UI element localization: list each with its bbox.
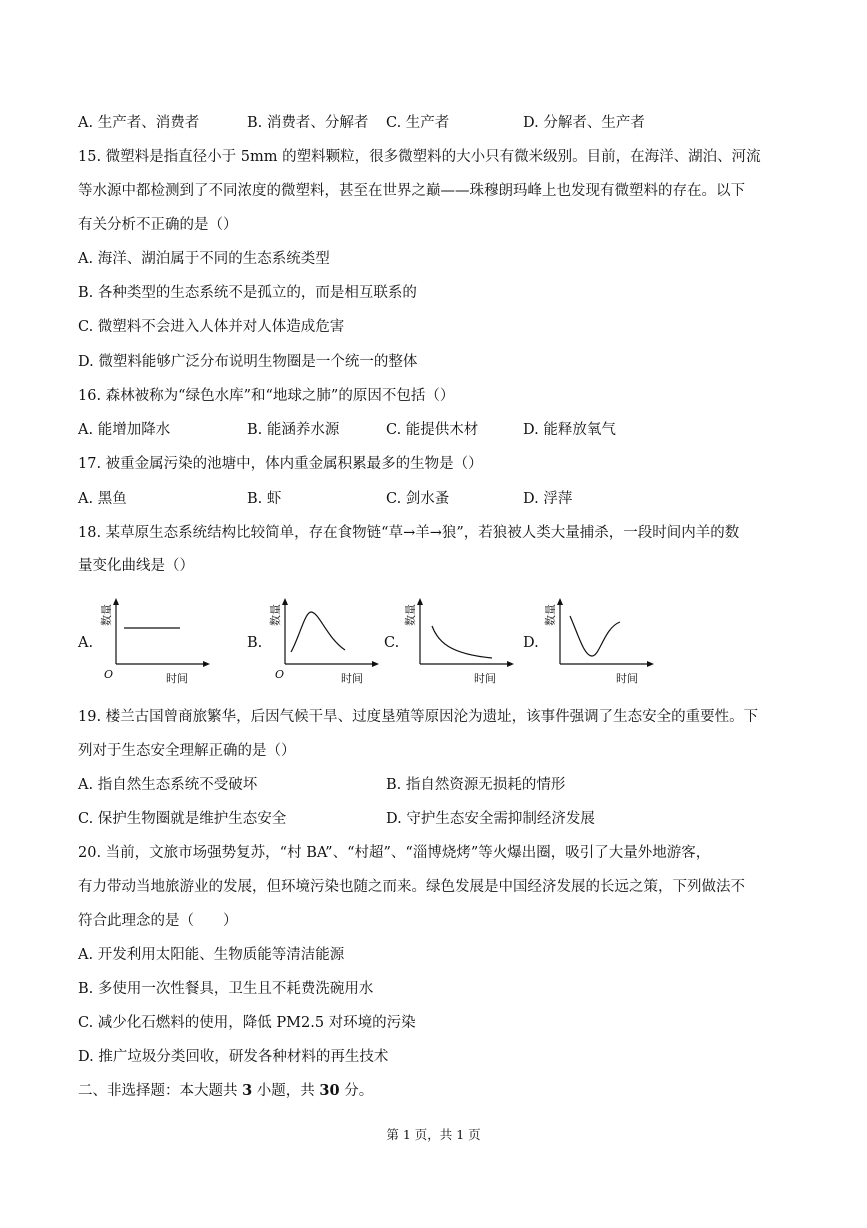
q18-graph-d-ylabel: 数量 <box>544 604 557 626</box>
q18-graph-b-xlabel: 时间 <box>341 672 363 685</box>
q18-graph-a <box>96 598 216 686</box>
q16-option-d: D. 能释放氧气 <box>523 422 616 438</box>
q15-option-d: D. 微塑料能够广泛分布说明生物圈是一个统一的整体 <box>78 354 418 370</box>
q17-stem: 17. 被重金属污染的池塘中，体内重金属积累最多的生物是（） <box>78 456 483 472</box>
q20-option-c: C. 减少化石燃料的使用，降低 PM2.5 对环境的污染 <box>78 1015 416 1031</box>
section-2-heading <box>78 1081 373 1101</box>
q15-option-b: B. 各种类型的生态系统不是孤立的，而是相互联系的 <box>78 285 417 301</box>
q15-option-a: A. 海洋、湖泊属于不同的生态系统类型 <box>78 251 330 267</box>
q20-stem-line-1: 20. 当前，文旅市场强势复苏，“村 BA”、“村超”、“淄博烧烤”等火爆出圈，吸引了大量外地游客， <box>78 845 711 861</box>
q19-option-d: D. 守护生态安全需抑制经济发展 <box>386 811 595 827</box>
q15-option-c: C. 微塑料不会进入人体并对人体造成危害 <box>78 319 345 335</box>
q18-graph-d-xlabel: 时间 <box>616 672 638 685</box>
q19-stem-line-2: 列对于生态安全理解正确的是（） <box>78 743 296 759</box>
q18-graph-b <box>265 598 385 686</box>
section-2-middle: 小题，共 <box>252 1083 320 1099</box>
q14-option-c: C. 生产者 <box>386 115 450 131</box>
q18-graph-d-label: D. <box>523 635 539 651</box>
q17-option-d: D. 浮萍 <box>523 491 573 507</box>
q18-graph-a-origin: O <box>104 668 114 681</box>
q17-option-a: A. 黑鱼 <box>78 491 127 507</box>
q17-option-b: B. 虾 <box>247 491 282 507</box>
q14-option-a: A. 生产者、消费者 <box>78 115 200 131</box>
section-2-suffix: 分。 <box>339 1083 374 1099</box>
q19-stem-line-1: 19. 楼兰古国曾商旅繁华，后因气候干旱、过度垦殖等原因沦为遗址，该事件强调了生态安全的重要性。下 <box>78 709 759 725</box>
q15-stem-line-2: 等水源中都检测到了不同浓度的微塑料，甚至在世界之巅——珠穆朗玛峰上也发现有微塑料的存在。以下 <box>78 183 745 199</box>
q16-option-c: C. 能提供木材 <box>386 422 479 438</box>
section-2-count: 3 <box>242 1082 253 1099</box>
q16-stem: 16. 森林被称为“绿色水库”和“地球之肺”的原因不包括（） <box>78 388 455 404</box>
q15-stem-line-1: 15. 微塑料是指直径小于 5mm 的塑料颗粒，很多微塑料的大小只有微米级别。目前，在海洋、湖泊、河流 <box>78 149 761 165</box>
q18-graph-b-ylabel: 数量 <box>269 604 282 626</box>
q14-option-d: D. 分解者、生产者 <box>523 115 645 131</box>
q18-graph-c-ylabel: 数量 <box>404 604 417 626</box>
q14-option-b: B. 消费者、分解者 <box>247 115 369 131</box>
section-2-score: 30 <box>319 1082 340 1099</box>
q19-option-b: B. 指自然资源无损耗的情形 <box>386 777 566 793</box>
q18-graph-a-ylabel: 数量 <box>100 604 113 626</box>
q18-graph-d <box>540 598 660 686</box>
q18-graph-c <box>400 598 520 686</box>
page-footer: 第 1 页，共 1 页 <box>386 1127 481 1142</box>
q18-graph-c-xlabel: 时间 <box>474 672 496 685</box>
q19-option-a: A. 指自然生态系统不受破坏 <box>78 777 258 793</box>
q18-graph-b-label: B. <box>247 635 263 651</box>
q20-stem-line-3: 符合此理念的是（ ） <box>78 913 238 929</box>
q20-option-d: D. 推广垃圾分类回收，研发各种材料的再生技术 <box>78 1049 389 1065</box>
q16-option-a: A. 能增加降水 <box>78 422 171 438</box>
q17-option-c: C. 剑水蚤 <box>386 491 450 507</box>
section-2-prefix: 二、非选择题：本大题共 <box>78 1083 243 1099</box>
q19-option-c: C. 保护生物圈就是维护生态安全 <box>78 811 287 827</box>
q18-stem-line-2: 量变化曲线是（） <box>78 558 194 574</box>
q15-stem-line-3: 有关分析不正确的是（） <box>78 217 238 233</box>
q18-graph-a-xlabel: 时间 <box>166 672 188 685</box>
q20-option-a: A. 开发利用太阳能、生物质能等清洁能源 <box>78 947 345 963</box>
q18-graph-b-origin: O <box>275 668 285 681</box>
q20-option-b: B. 多使用一次性餐具，卫生且不耗费洗碗用水 <box>78 981 374 997</box>
q18-stem-line-1: 18. 某草原生态系统结构比较简单，存在食物链“草→羊→狼”，若狼被人类大量捕杀，一段时间内羊的数 <box>78 525 740 541</box>
q18-graph-c-label: C. <box>384 635 400 651</box>
q16-option-b: B. 能涵养水源 <box>247 422 340 438</box>
q20-stem-line-2: 有力带动当地旅游业的发展，但环境污染也随之而来。绿色发展是中国经济发展的长远之策，下列做法不 <box>78 879 745 895</box>
q18-graph-a-label: A. <box>78 635 94 651</box>
